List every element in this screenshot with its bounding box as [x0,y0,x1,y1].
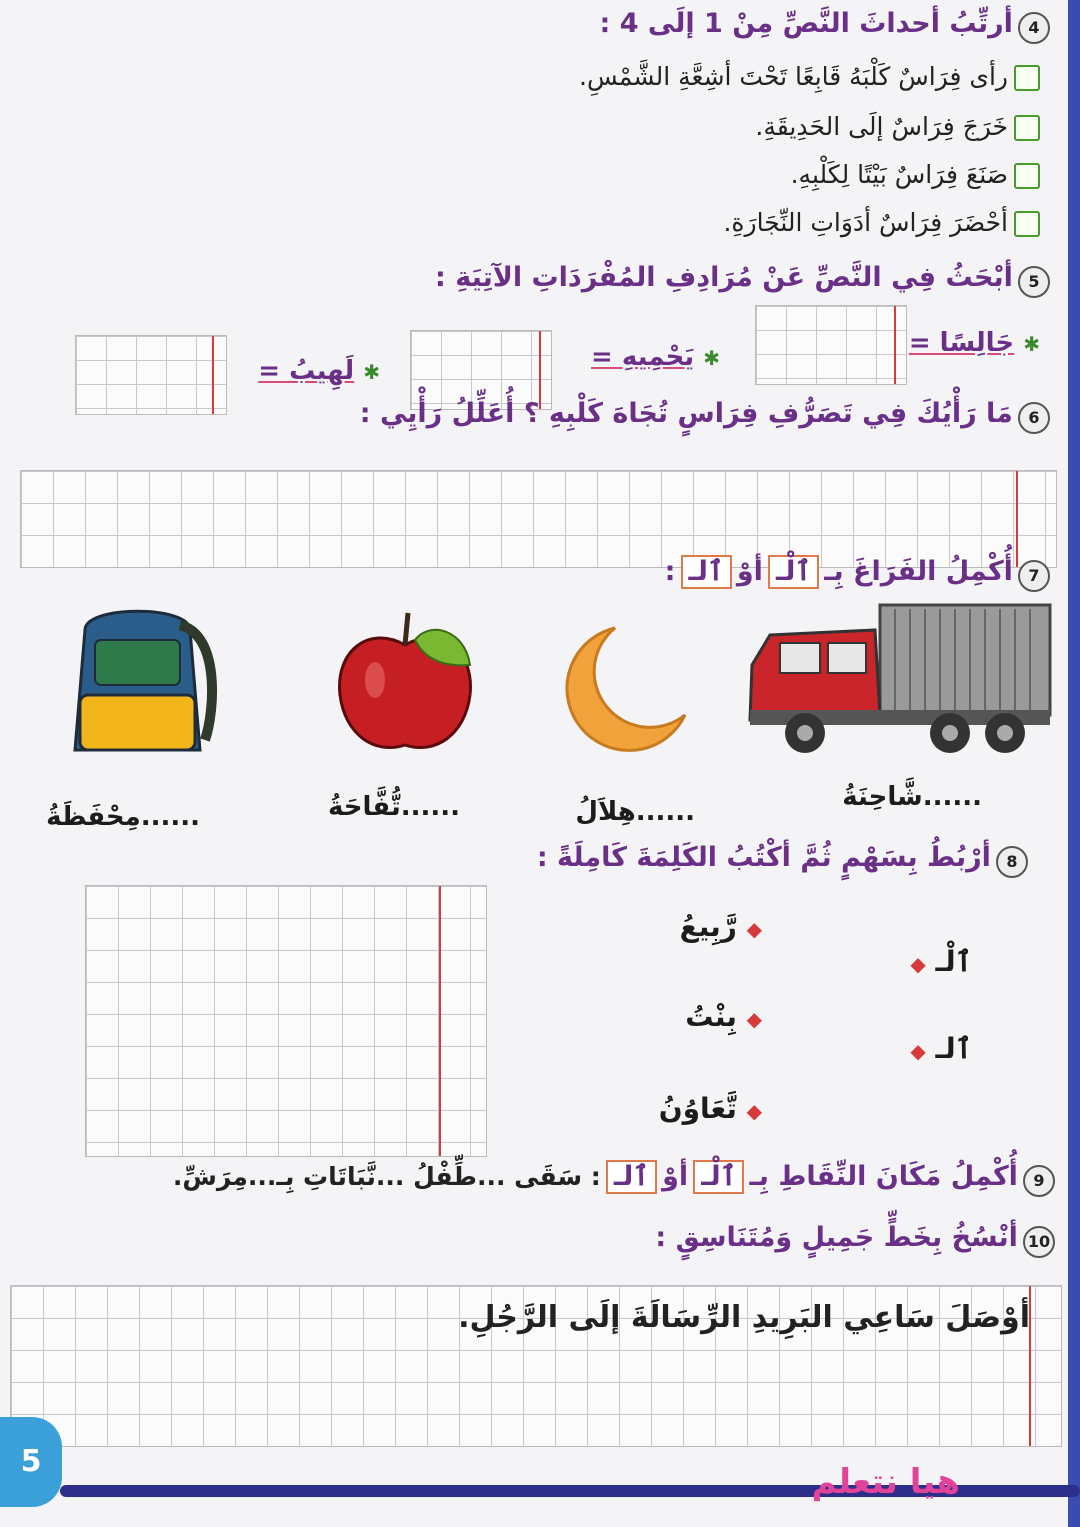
q5-number: 5 [1018,266,1050,298]
q4-number: 4 [1018,12,1050,44]
q4-item-2[interactable]: خَرَجَ فِرَاسٌ إلَى الحَدِيقَةِ. [755,112,1040,141]
q8-header [537,842,1028,878]
q8-answer-grid[interactable] [85,885,487,1157]
bullet-icon: ◆ [746,1099,762,1123]
q8-left-prefix-1[interactable]: ٱلْـ ◆ [910,945,972,978]
q4-checkbox-2[interactable] [1014,115,1040,141]
q5-word-3: ✱ لَهِيبُ = [258,356,380,386]
q5-word-1: ✱ جَالِسًا = [908,328,1040,358]
q5-word-2: ✱ يَحْمِيهِ = [591,342,720,372]
bullet-icon: ◆ [910,952,926,976]
bullet-icon: ◆ [746,1007,762,1031]
star-icon: ✱ [1023,332,1040,356]
q4-checkbox-4[interactable] [1014,211,1040,237]
star-icon: ✱ [363,360,380,384]
q10-title: أنْسُخُ بِخَطٍّ جَمِيلٍ وَمُتَنَاسِقٍ : [655,1222,1018,1253]
q4-header [600,8,1051,44]
q7-option-2: ٱلـ [681,555,732,589]
q9-option-2: ٱلـ [606,1160,657,1194]
q4-item-1[interactable]: رأى فِرَاسٌ كَلْبَهُ قَابِعًا تَحْتَ أشِعَّةِ الشَّمْسِ. [579,62,1040,91]
q4-title: أرتِّبُ أحداثَ النَّصِّ مِنْ 1 إلَى 4 : [599,8,1013,39]
q6-answer-lines[interactable] [20,470,1057,568]
q10-number: 10 [1023,1226,1055,1258]
q6-title: مَا رَأْيُكَ فِي تَصَرُّفِ فِرَاسٍ تُجَاهَ كَلْبِهِ ؟ أُعَلِّلُ رَأْيِي : [359,398,1013,429]
q7-header: 7 أُكْمِلُ الفَرَاغَ بِـ ٱلْـ أوْ ٱلـ : [665,555,1050,592]
page-number: 5 [0,1417,62,1507]
q4-item-4[interactable]: أحْضَرَ فِرَاسٌ أدَوَاتِ النِّجَارَةِ. [723,208,1040,237]
q5-answer-1[interactable] [755,305,907,385]
q7-number: 7 [1018,560,1050,592]
brand-label: هيا نتعلم [811,1462,960,1502]
q7-label-truck: ......شَّاحِنَةُ [842,782,982,812]
q4-checkbox-1[interactable] [1014,65,1040,91]
q4-item-3[interactable]: صَنَعَ فِرَاسٌ بَيْتًا لِكَلْبِهِ. [791,160,1040,189]
truck-image [740,595,1060,765]
q7-option-1: ٱلْـ [768,555,819,589]
page-spine [1068,0,1080,1527]
q6-header [360,398,1050,434]
q6-number: 6 [1018,402,1050,434]
q5-header [435,262,1050,298]
apple-image [330,605,480,760]
q9-option-1: ٱلْـ [693,1160,744,1194]
q7-label-crescent: ......هِلاَلُ [575,797,695,827]
q9-number: 9 [1023,1165,1055,1197]
bullet-icon: ◆ [746,917,762,941]
q5-answer-3[interactable] [75,335,227,415]
q10-header [655,1222,1055,1258]
star-icon: ✱ [703,346,720,370]
q7-label-backpack: ......مِحْفَظَةُ [46,802,200,832]
q5-title: أبْحَثُ فِي النَّصِّ عَنْ مُرَادِفِ المُفْرَدَاتِ الآتِيَةِ : [435,262,1013,293]
q8-right-word-3[interactable]: ◆ تَّعَاوُنُ [658,1092,762,1125]
q4-checkbox-3[interactable] [1014,163,1040,189]
q7-label-apple: ......تُّفَّاحَةُ [327,792,460,822]
crescent-moon-image [555,620,695,760]
q9-sentence[interactable]: : سَقَى ...طِّفْلُ ...نَّبَاتَاتِ بِـ...مِرَشِّ. [172,1162,601,1191]
q8-right-word-2[interactable]: ◆ بِنْتُ [685,1000,762,1033]
q10-model-sentence: أوْصَلَ سَاعِي البَرِيدِ الرِّسَالَةَ إلَى الرَّجُلِ. [458,1300,1030,1335]
bullet-icon: ◆ [910,1039,926,1063]
q8-right-word-1[interactable]: ◆ رَّبِيعُ [679,910,762,943]
backpack-image [55,600,220,760]
q9-title: أُكْمِلُ مَكَانَ النِّقَاطِ بِـ [749,1161,1018,1192]
q9-header: 9 أُكْمِلُ مَكَانَ النِّقَاطِ بِـ ٱلْـ أوْ ٱلـ : سَقَى ...طِّفْلُ ...نَّبَاتَاتِ بِـ...مِرَشِّ. [173,1160,1055,1197]
q8-left-prefix-2[interactable]: ٱلـ ◆ [910,1032,972,1065]
q8-title: أرْبُطُ بِسَهْمٍ ثُمَّ أكْتُبُ الكَلِمَةَ كَامِلَةً : [536,842,991,873]
q8-number: 8 [996,846,1028,878]
